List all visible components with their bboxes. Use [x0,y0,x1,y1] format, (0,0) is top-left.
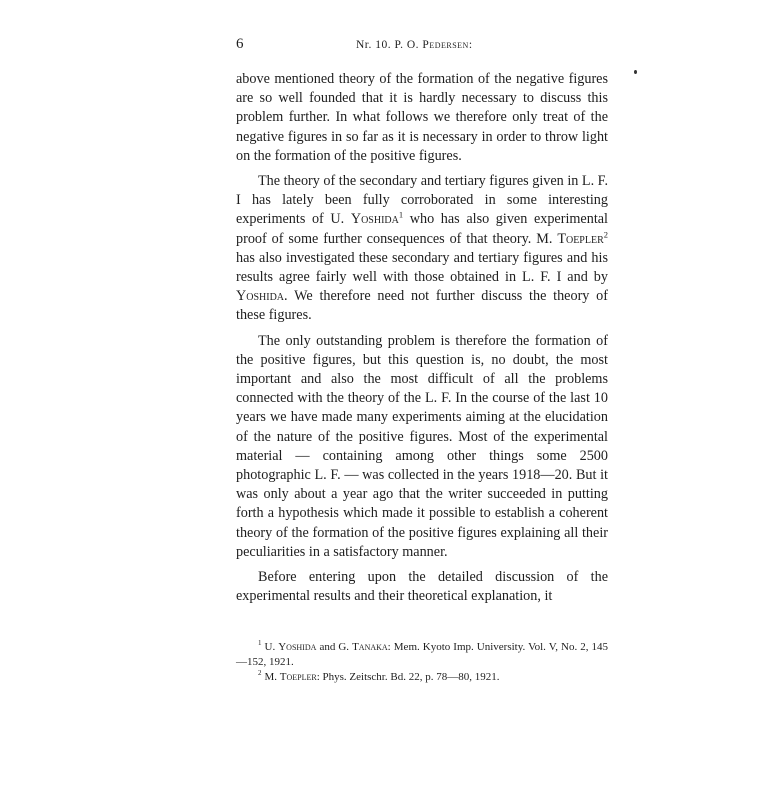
footnote-text: M. [264,671,278,683]
text-run: who has also given experimental proof of some further consequences of that theory. M. [236,211,609,247]
footnote-text: Phys. Zeitschr. Bd. 22, p. 78—80, 1921. [322,671,500,683]
author-name: Toepler: [279,671,320,683]
running-title-author: P. O. Pedersen: [394,39,473,51]
paragraph: above mentioned theory of the formation of the negative figures are so well founded that it is hardly necessary to discuss this problem further. In what follows we therefore only treat of the negative figures in so far as it is necessary in order to throw light on the formation of the positive figures. [236,71,608,164]
paragraph: The only outstanding problem is therefore the formation of the positive figures, but this question is, no doubt, the most important and also the most difficult of all the problems connected with the theory of the L. F. In the course of the last 10 years we have made many experiments aiming at the elucidation of the nature of the positive figures. Most of the experimental material — containing among other things some 2500 photographic L. F. — was collected in the years 1918—20. But it was only about a year ago that the writer succeeded in putting forth a hypothesis which made it possible to establish a coherent theory of the formation of the positive figures explaining all their peculiarities in a satisfactory manner. [236,332,608,560]
speck-mark [634,70,637,74]
paragraph: Before entering upon the detailed discussion of the experimental results and their theoretical explanation, it [236,569,608,605]
author-name: Yoshida [350,211,399,228]
text-run: has also investigated these secondary and tertiary figures and his results agree fairly well with those obtained in L. F. I and by [236,249,608,286]
footnote-text: and G. [319,641,350,653]
footnote-mark: 1 [258,639,262,648]
footnote-text: U. [264,641,276,653]
running-head [236,36,608,56]
author-name: Toepler [557,230,604,247]
footnote-ref[interactable]: 1 [398,209,404,220]
footnote-mark: 2 [258,669,262,678]
footnote-ref[interactable]: 2 [603,228,609,239]
footnotes [236,640,608,685]
author-name: Tanaka: [352,641,391,653]
paragraph [236,172,608,326]
author-name: Yoshida [278,641,317,653]
author-name: Yoshida. [236,288,288,305]
footnote [236,640,608,670]
running-title [356,39,473,51]
footnote [236,670,608,685]
text-run: The theory of the secondary and tertiary figures given in L. F. I has lately been fully corroborated in some interesting experiments of U. [236,173,608,228]
footnote-text: Mem. Kyoto Imp. University. Vol. V, No. 2, 145—152, 1921. [236,641,609,668]
running-title-series: Nr. 10. [356,39,392,51]
body-text [236,70,608,612]
text-run: We therefore need not further discuss the theory of these figures. [236,288,608,324]
page-number: 6 [236,36,244,52]
